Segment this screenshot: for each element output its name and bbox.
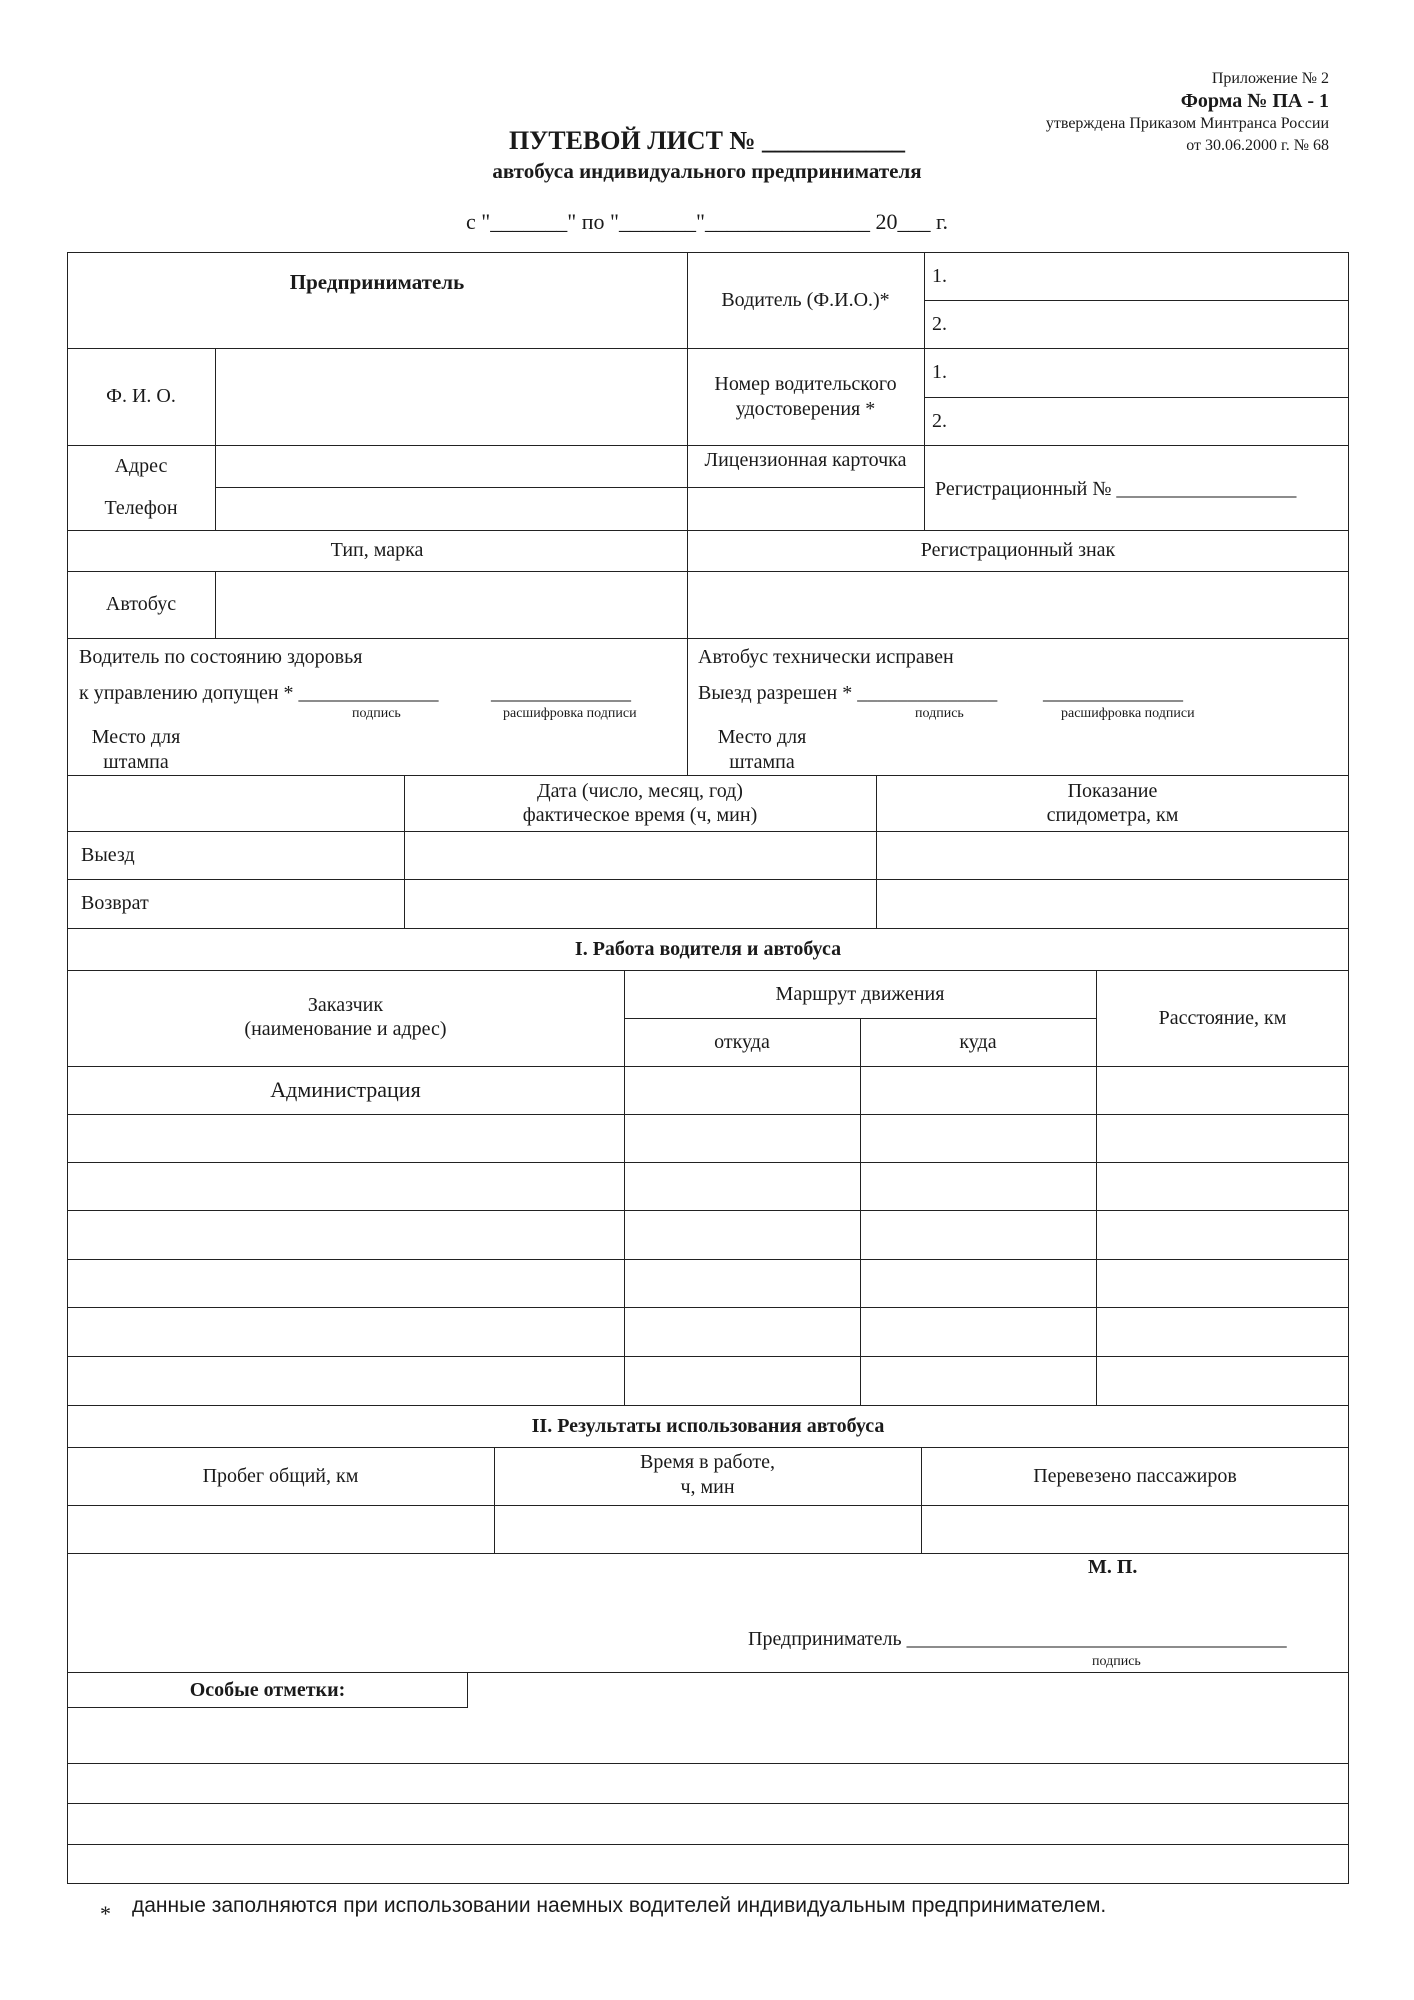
tech-line-2: Выезд разрешен * ______________ (698, 682, 998, 704)
odometer-header-line-1: Показание (1067, 780, 1158, 802)
appendix-label: Приложение № 2 (1211, 70, 1329, 87)
reg-sign-field[interactable] (689, 573, 1347, 636)
divider (67, 775, 1349, 776)
page-subtitle: автобуса индивидуального предпринимателя (492, 159, 922, 183)
divider (215, 348, 216, 530)
stamp-left-line-1: Место для (91, 726, 181, 748)
driver-label: Водитель (Ф.И.О.)* (721, 288, 890, 311)
stamp-right-line-1: Место для (717, 726, 807, 748)
tech-decode-line: ______________ (1043, 682, 1183, 704)
notes-line (67, 1803, 1349, 1804)
divider (687, 487, 924, 488)
driver-1-field[interactable]: 1. (932, 264, 947, 287)
footnote-text: данные заполняются при использовании наемных водителей индивидуальным предпринимателем. (132, 1894, 1107, 1917)
work-time-field[interactable] (496, 1507, 919, 1551)
mileage-field[interactable] (69, 1507, 492, 1551)
fio-field[interactable] (217, 350, 685, 443)
divider (860, 1018, 861, 1405)
driver-2-field[interactable]: 2. (932, 312, 947, 335)
reg-sign-label: Регистрационный знак (920, 539, 1116, 561)
section-1-title: I. Работа водителя и автобуса (574, 937, 842, 960)
divider (687, 638, 688, 775)
notes-field[interactable] (470, 1674, 1347, 1761)
notes-line (67, 1763, 1349, 1764)
health-line-2: к управлению допущен * ______________ (79, 682, 439, 704)
divider (215, 487, 687, 488)
license-card-label: Лицензионная карточка (704, 449, 907, 471)
divider (67, 638, 1349, 639)
table-row-customer[interactable] (67, 1259, 624, 1307)
from-header: откуда (714, 1030, 770, 1053)
phone-field[interactable] (217, 489, 685, 528)
address-label: Адрес (114, 454, 168, 477)
health-line-1: Водитель по состоянию здоровья (79, 646, 363, 668)
notes-title: Особые отметки: (189, 1678, 346, 1701)
section-2-title: II. Результаты использования автобуса (531, 1414, 885, 1437)
divider (67, 571, 1349, 572)
return-date-field[interactable] (406, 881, 874, 926)
to-header: куда (959, 1030, 997, 1053)
table-row-customer[interactable] (67, 1307, 624, 1356)
table-row-customer[interactable] (67, 1210, 624, 1259)
entrepreneur-heading: Предприниматель (289, 270, 465, 294)
divider (67, 445, 1349, 446)
route-header: Маршрут движения (775, 982, 945, 1005)
health-decode-caption: расшифровка подписи (503, 706, 637, 721)
return-odometer-field[interactable] (878, 881, 1347, 926)
bus-label: Автобус (105, 593, 177, 615)
mileage-header: Пробег общий, км (202, 1464, 359, 1487)
divider (924, 252, 925, 530)
license-2-field[interactable]: 2. (932, 409, 947, 432)
departure-label: Выезд (81, 843, 135, 866)
period-line: с "_______" по "_______"_______________ 20___ г. (465, 209, 948, 234)
form-number: Форма № ПА - 1 (1180, 90, 1329, 112)
entrepreneur-signature-caption: подпись (1092, 1654, 1141, 1669)
work-time-header-line-2: ч, мин (680, 1476, 735, 1498)
phone-label: Телефон (104, 497, 178, 519)
address-field[interactable] (217, 447, 685, 485)
odometer-header-line-2: спидометра, км (1046, 804, 1179, 826)
stamp-right-line-2: штампа (729, 751, 795, 773)
stamp-left-line-2: штампа (103, 751, 169, 773)
registration-number-field[interactable]: Регистрационный № __________________ (935, 477, 1297, 500)
license-1-field[interactable]: 1. (932, 361, 947, 383)
passengers-header: Перевезено пассажиров (1033, 1464, 1237, 1487)
approved-line-1: утверждена Приказом Минтранса России (1045, 115, 1329, 132)
customer-header-line-1: Заказчик (307, 994, 384, 1016)
entrepreneur-signature-line[interactable]: Предприниматель ______________________________________ (748, 1628, 1287, 1650)
approved-line-2: от 30.06.2000 г. № 68 (1186, 137, 1329, 154)
date-header-line-2: фактическое время (ч, мин) (522, 804, 758, 826)
divider (215, 571, 216, 638)
bus-type-field[interactable] (217, 573, 685, 636)
table-row-customer[interactable] (67, 1114, 624, 1162)
table-row-customer[interactable] (67, 1356, 624, 1405)
customer-header-line-2: (наименование и адрес) (244, 1018, 447, 1040)
footnote-star: * (100, 1901, 111, 1926)
table-row-customer[interactable] (67, 1162, 624, 1210)
notes-line (67, 1844, 1349, 1845)
fio-label: Ф. И. О. (106, 385, 176, 407)
page-title: ПУТЕВОЙ ЛИСТ № ___________ (508, 126, 906, 155)
seal-label: М. П. (1088, 1556, 1138, 1578)
table-row-customer[interactable]: Администрация (270, 1077, 421, 1103)
health-signature-caption: подпись (352, 706, 401, 721)
tech-signature-caption: подпись (915, 706, 964, 721)
tech-line-1: Автобус технически исправен (698, 646, 954, 668)
work-time-header-line-1: Время в работе, (640, 1451, 775, 1473)
tech-decode-caption: расшифровка подписи (1061, 706, 1195, 721)
divider (67, 1505, 1349, 1506)
departure-odometer-field[interactable] (878, 833, 1347, 877)
distance-header: Расстояние, км (1158, 1006, 1287, 1029)
divider (67, 1553, 1349, 1554)
passengers-field[interactable] (923, 1507, 1347, 1551)
health-decode-line: ______________ (491, 682, 631, 704)
departure-date-field[interactable] (406, 833, 874, 877)
license-label: Номер водительского удостоверения * (714, 372, 897, 420)
bus-type-label: Тип, марка (330, 539, 424, 561)
return-label: Возврат (81, 892, 149, 914)
date-header-line-1: Дата (число, месяц, год) (537, 780, 743, 802)
